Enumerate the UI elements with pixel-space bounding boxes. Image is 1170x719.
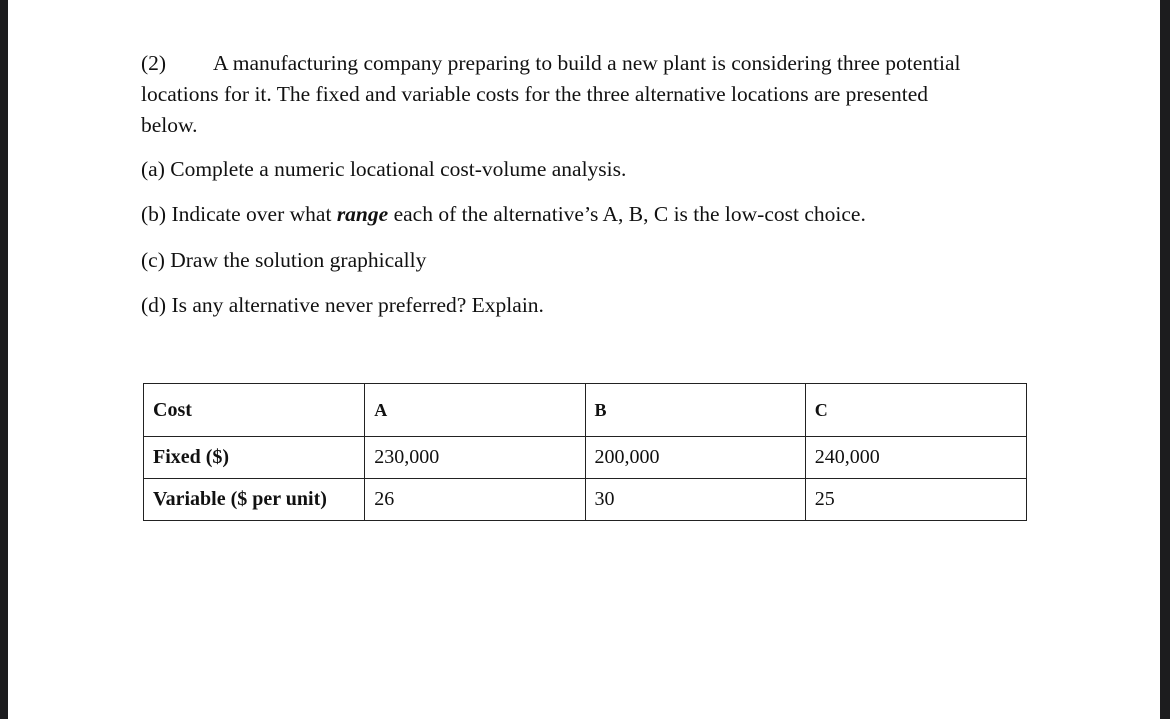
document-page xyxy=(8,0,1160,719)
fixed-cost-a: 230,000 xyxy=(365,437,585,479)
table-header-row xyxy=(144,384,1027,437)
problem-text xyxy=(8,0,1160,719)
part-b-start: (b) Indicate over what xyxy=(141,202,337,226)
question-intro-line-3: below. xyxy=(141,113,198,137)
row-label-fixed: Fixed ($) xyxy=(144,437,365,479)
header-cell-b: B xyxy=(585,384,805,437)
fixed-cost-c: 240,000 xyxy=(805,437,1026,479)
part-a-text: (a) Complete a numeric locational cost-volume analysis. xyxy=(141,157,627,181)
header-cell-cost: Cost xyxy=(144,384,365,437)
intro-text-1: A manufacturing company preparing to build a new plant is considering three potential xyxy=(213,51,961,75)
part-b-emphasis: range xyxy=(336,202,389,226)
variable-cost-c: 25 xyxy=(805,479,1026,521)
table-row-fixed xyxy=(144,437,1027,479)
row-label-variable: Variable ($ per unit) xyxy=(144,479,365,521)
part-c-text: (c) Draw the solution graphically xyxy=(141,248,427,272)
fixed-cost-b: 200,000 xyxy=(585,437,805,479)
part-b-text xyxy=(141,204,866,226)
question-intro-line-2: locations for it. The fixed and variable costs for the three alternative locations are presented xyxy=(141,82,929,106)
cost-table xyxy=(143,383,1027,521)
header-cell-a: A xyxy=(365,384,585,437)
question-intro-line-1 xyxy=(141,53,961,75)
question-number: (2) xyxy=(141,51,167,75)
part-b-end: each of the alternative’s A, B, C is the low-cost choice. xyxy=(388,202,866,226)
header-cell-c: C xyxy=(805,384,1026,437)
variable-cost-b: 30 xyxy=(585,479,805,521)
part-d-text: (d) Is any alternative never preferred? Explain. xyxy=(141,293,544,317)
variable-cost-a: 26 xyxy=(365,479,585,521)
table-row-variable xyxy=(144,479,1027,521)
